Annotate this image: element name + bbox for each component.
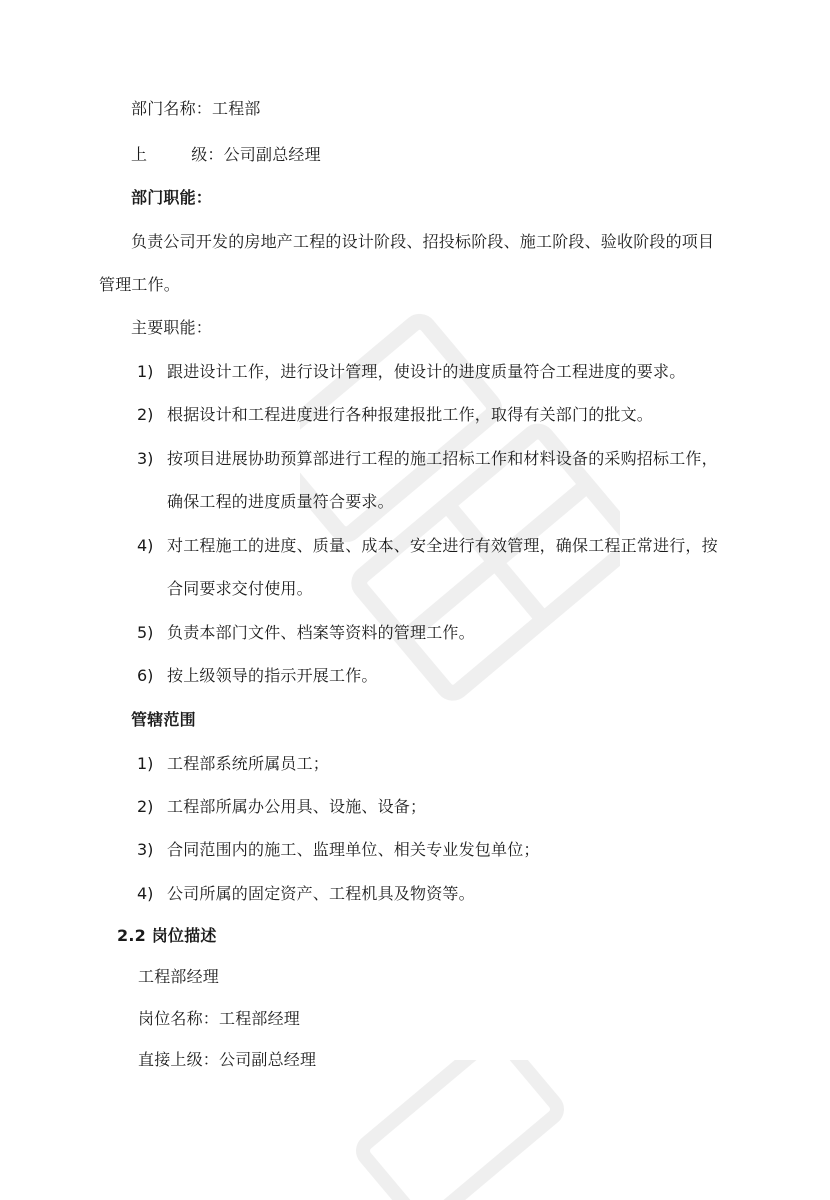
scope-heading: 管辖范围 [131,710,196,729]
function-item-num: 2) [137,405,154,424]
function-item-text: 按项目进展协助预算部进行工程的施工招标工作和材料设备的采购招标工作， [167,449,718,468]
dept-name-label: 部门名称： [131,99,213,118]
function-item-num: 3) [137,449,154,468]
function-item-num: 4) [137,536,154,555]
scope-item-num: 1) [137,754,154,773]
watermark-icon [330,1060,590,1200]
functions-desc-line1: 负责公司开发的房地产工程的设计阶段、招投标阶段、施工阶段、验收阶段的项目 [131,232,715,251]
scope-item-num: 4) [137,884,154,903]
scope-item-num: 3) [137,840,154,859]
scope-item-text: 合同范围内的施工、监理单位、相关专业发包单位； [167,840,540,859]
function-item-text: 跟进设计工作，进行设计管理，使设计的进度质量符合工程进度的要求。 [167,362,686,381]
section-subtitle: 工程部经理 [138,967,220,986]
function-item-num: 5) [137,623,154,642]
function-item-num: 6) [137,666,154,685]
dept-superior-label-b: 级： [191,145,224,164]
function-item-text-cont: 合同要求交付使用。 [167,579,313,598]
scope-item-text: 公司所属的固定资产、工程机具及物资等。 [167,884,475,903]
main-functions-heading: 主要职能： [131,318,213,337]
dept-superior-line [131,145,321,165]
watermark-icon [300,280,620,760]
scope-item-text: 工程部系统所属员工； [167,754,330,773]
function-item-num: 1) [137,362,154,381]
section-heading: 2.2 岗位描述 [117,926,217,945]
function-item-text: 负责本部门文件、档案等资料的管理工作。 [167,623,475,642]
scope-item-text: 工程部所属办公用具、设施、设备； [167,797,427,816]
position-name-line: 岗位名称：工程部经理 [138,1009,301,1028]
functions-heading: 部门职能： [131,188,213,207]
functions-desc-line2: 管理工作。 [99,275,181,294]
direct-superior-line: 直接上级：公司副总经理 [138,1050,317,1069]
dept-name-value: 工程部 [212,99,261,118]
dept-superior-label-a: 上 [131,145,148,164]
function-item-text: 按上级领导的指示开展工作。 [167,666,378,685]
dept-superior-value: 公司副总经理 [223,145,321,164]
function-item-text: 对工程施工的进度、质量、成本、安全进行有效管理，确保工程正常进行，按 [167,536,718,555]
function-item-text-cont: 确保工程的进度质量符合要求。 [167,492,394,511]
function-item-text: 根据设计和工程进度进行各种报建报批工作，取得有关部门的批文。 [167,405,654,424]
dept-name-line [131,99,261,119]
scope-item-num: 2) [137,797,154,816]
